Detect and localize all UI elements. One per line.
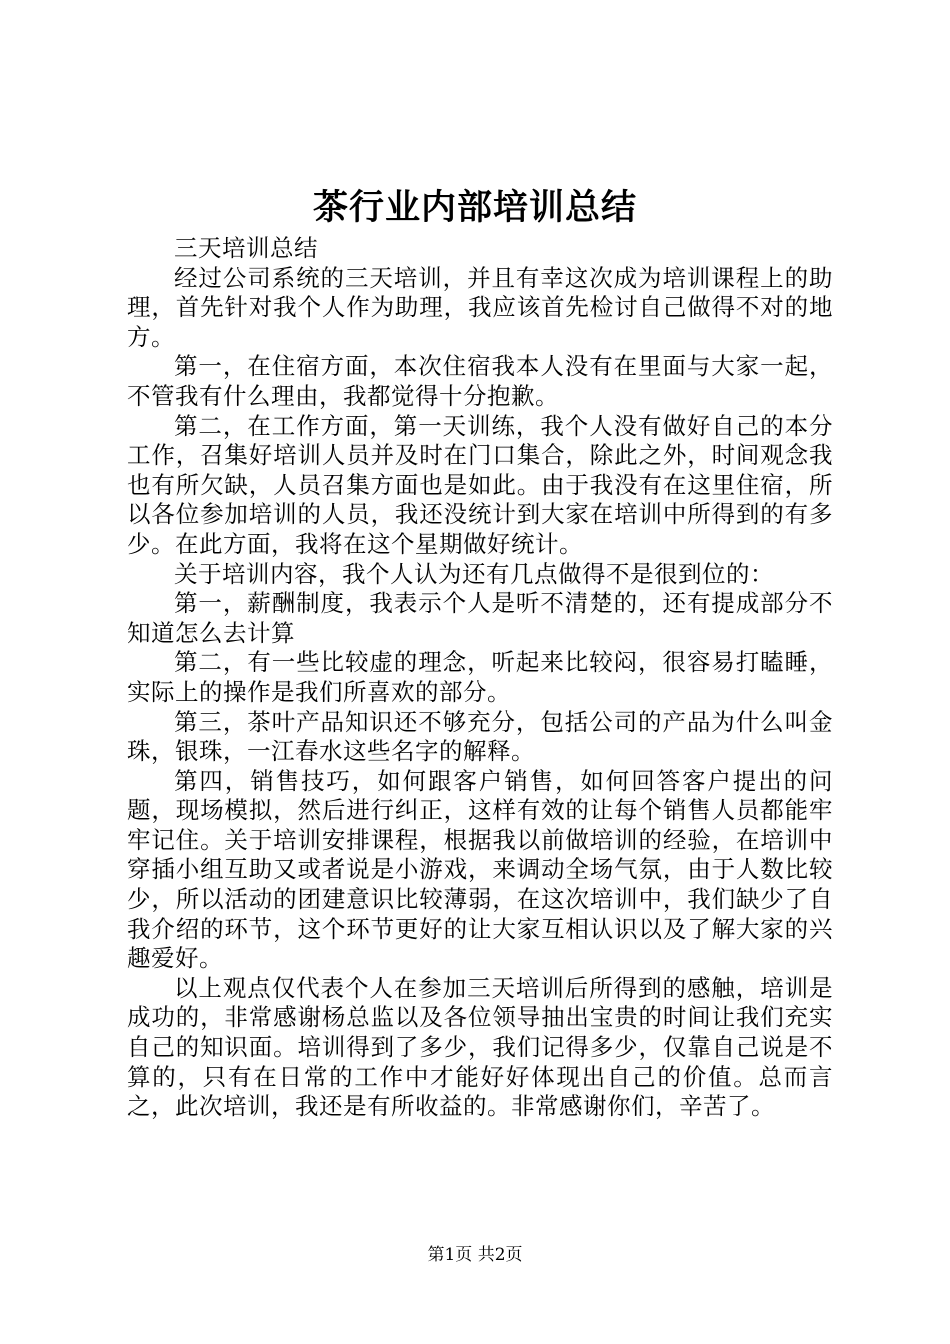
paragraph-content-intro: 关于培训内容，我个人认为还有几点做得不是很到位的： xyxy=(174,559,774,588)
document-body xyxy=(127,234,833,1122)
paragraph-work: 第二，在工作方面，第一天训练，我个人没有做好自己的本分工作，召集好培训人员并及时在门口集合，除此之外，时间观念我也有所欠缺，人员召集方面也是如此。由于我没有在这里住宿，所以各位参加培训的人员，我还没统计到大家在培训中所得到的有多少。在此方面，我将在这个星期做好统计。 xyxy=(127,411,833,558)
paragraph-salary: 第一，薪酬制度，我表示个人是听不清楚的，还有提成部分不知道怎么去计算 xyxy=(127,589,833,647)
paragraph-sales-skills: 第四，销售技巧，如何跟客户销售，如何回答客户提出的问题，现场模拟，然后进行纠正，这样有效的让每个销售人员都能牢牢记住。关于培训安排课程，根据我以前做培训的经验，在培训中穿插小组互助又或者说是小游戏，来调动全场气氛，由于人数比较少，所以活动的团建意识比较薄弱，在这次培训中，我们缺少了自我介绍的环节，这个环节更好的让大家互相认识以及了解大家的兴趣爱好。 xyxy=(127,766,833,973)
paragraph-conclusion: 以上观点仅代表个人在参加三天培训后所得到的感触，培训是成功的，非常感谢杨总监以及各位领导抽出宝贵的时间让我们充实自己的知识面。培训得到了多少，我们记得多少，仅靠自己说是不算的，只有在日常的工作中才能好好体现出自己的价值。总而言之，此次培训，我还是有所收益的。非常感谢你们，辛苦了。 xyxy=(127,973,833,1121)
paragraph-subtitle: 三天培训总结 xyxy=(174,234,318,262)
page-number: 第1页 共2页 xyxy=(427,1245,523,1265)
document-title: 茶行业内部培训总结 xyxy=(312,188,637,228)
paragraph-intro: 经过公司系统的三天培训，并且有幸这次成为培训课程上的助理，首先针对我个人作为助理，我应该首先检讨自己做得不对的地方。 xyxy=(127,263,833,351)
paragraph-product-knowledge: 第三，茶叶产品知识还不够充分，包括公司的产品为什么叫金珠，银珠，一江春水这些名字的解释。 xyxy=(127,707,833,766)
paragraph-accommodation: 第一，在住宿方面，本次住宿我本人没有在里面与大家一起，不管我有什么理由，我都觉得十分抱歉。 xyxy=(127,352,833,410)
paragraph-concepts: 第二，有一些比较虚的理念，听起来比较闷，很容易打瞌睡，实际上的操作是我们所喜欢的部分。 xyxy=(127,648,833,706)
